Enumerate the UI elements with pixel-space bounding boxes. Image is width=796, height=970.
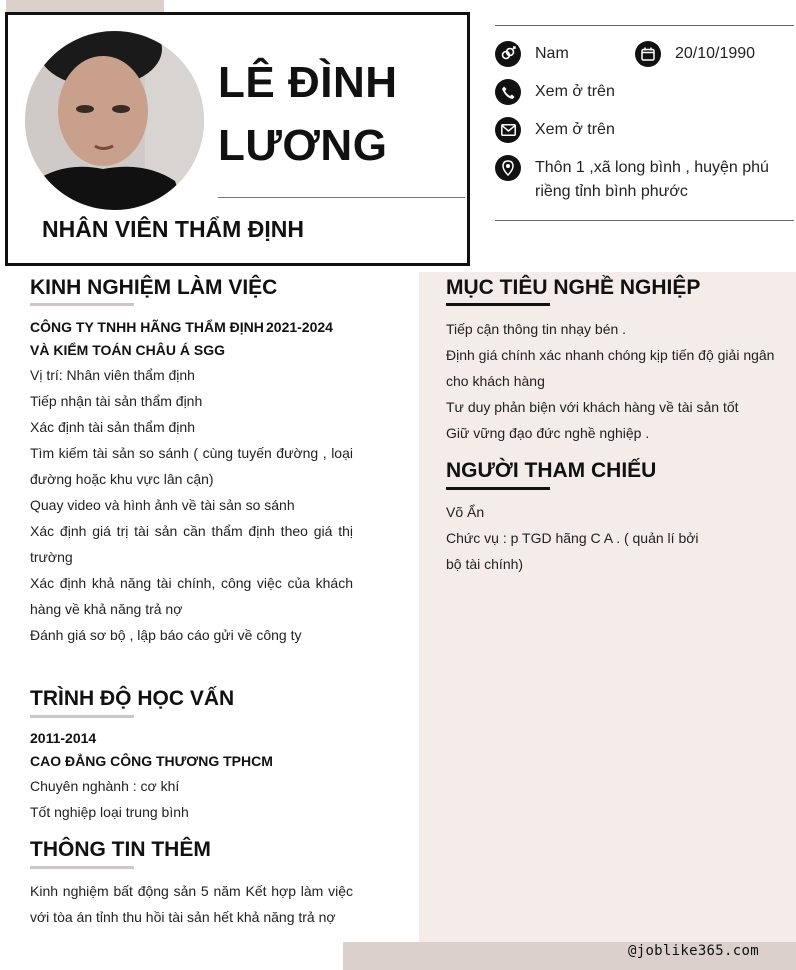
birthdate-value: 20/10/1990 (675, 45, 756, 62)
list-item: Tìm kiếm tài sản so sánh ( cùng tuyến đường , loại (30, 445, 353, 461)
list-item: Xác định khả năng tài chính, công việc của khách (30, 575, 353, 591)
name-second-line: LƯƠNG (218, 121, 388, 170)
list-item: Xác định tài sản thẩm định (30, 419, 195, 435)
gender-icon (495, 41, 521, 67)
job-title: NHÂN VIÊN THẨM ĐỊNH (42, 216, 304, 242)
objective-heading: MỤC TIÊU NGHỀ NGHIỆP (446, 276, 701, 299)
objective-underline (446, 303, 550, 306)
reference-line: Võ Ẩn (446, 504, 485, 520)
extra-info-text (30, 878, 353, 930)
school-name: CAO ĐẲNG CÔNG THƯƠNG TPHCM (30, 753, 273, 769)
list-item: Đánh giá sơ bộ , lập báo cáo gửi về công ty (30, 627, 302, 643)
experience-period: 2021-2024 (266, 319, 333, 335)
list-item: Quay video và hình ảnh về tài sản so sánh (30, 497, 295, 513)
envelope-icon (495, 117, 521, 143)
address-line-2: riềng tỉnh bình phước (535, 183, 688, 200)
education-period: 2011-2014 (30, 730, 97, 746)
address-line-1: Thôn 1 ,xã long bình , huyện phú (535, 159, 769, 176)
list-item: trường (30, 549, 73, 565)
reference-line: Chức vụ : p TGD hãng C A . ( quản lí bởi (446, 530, 699, 546)
reference-line: bộ tài chính) (446, 556, 524, 572)
experience-heading: KINH NGHIỆM LÀM VIỆC (30, 276, 278, 299)
footer-watermark: @joblike365.com (628, 943, 759, 959)
company-name-line-2: VÀ KIỂM TOÁN CHÂU Á SGG (30, 342, 225, 358)
objective-line: Giữ vững đạo đức nghề nghiệp . (446, 425, 650, 441)
location-pin-icon (495, 155, 521, 181)
list-item: Vị trí: Nhân viên thẩm định (30, 367, 195, 383)
list-item: Tiếp nhận tài sản thẩm định (30, 393, 203, 409)
name-first-line: LÊ ĐÌNH (218, 58, 398, 107)
experience-underline (30, 303, 134, 306)
extra-info-heading: THÔNG TIN THÊM (30, 838, 211, 861)
reference-underline (446, 487, 550, 490)
gender-value: Nam (535, 45, 569, 62)
avatar (25, 31, 204, 210)
email-value[interactable]: Xem ở trên (535, 121, 615, 138)
calendar-icon (635, 41, 661, 67)
list-item: đường hoặc khu vực lân cận) (30, 471, 214, 487)
objective-line: Tư duy phản biện với khách hàng về tài sản tốt (446, 399, 739, 415)
contact-top-rule (495, 25, 794, 26)
phone-icon (495, 79, 521, 105)
avatar-photo (25, 31, 204, 210)
extra-info-line: Kinh nghiệm bất động sản 5 năm Kết hợp làm việc (30, 883, 353, 899)
objective-list (446, 316, 786, 446)
name-divider (218, 197, 465, 198)
contact-bottom-rule (495, 220, 794, 221)
education-item: Tốt nghiệp loại trung bình (30, 804, 189, 820)
education-underline (30, 715, 134, 718)
education-item: Chuyên nghành : cơ khí (30, 778, 180, 794)
extra-info-underline (30, 866, 134, 869)
education-heading: TRÌNH ĐỘ HỌC VẤN (30, 687, 235, 710)
extra-info-line: với tòa án tỉnh thu hồi tài sản hết khả năng trả nợ (30, 909, 336, 925)
reference-list (446, 499, 786, 577)
objective-line: Tiếp cận thông tin nhạy bén . (446, 321, 627, 337)
objective-line: Định giá chính xác nhanh chóng kịp tiến độ giải ngân (446, 347, 775, 363)
reference-heading: NGƯỜI THAM CHIẾU (446, 459, 657, 482)
list-item: hàng về khả năng trả nợ (30, 601, 183, 617)
phone-value[interactable]: Xem ở trên (535, 83, 615, 100)
objective-line: cho khách hàng (446, 373, 545, 389)
list-item: Xác định giá trị tài sản cần thẩm định theo giá thị (30, 523, 353, 539)
experience-list (30, 362, 353, 648)
company-name-line-1: CÔNG TY TNHH HÃNG THẨM ĐỊNH (30, 319, 264, 335)
